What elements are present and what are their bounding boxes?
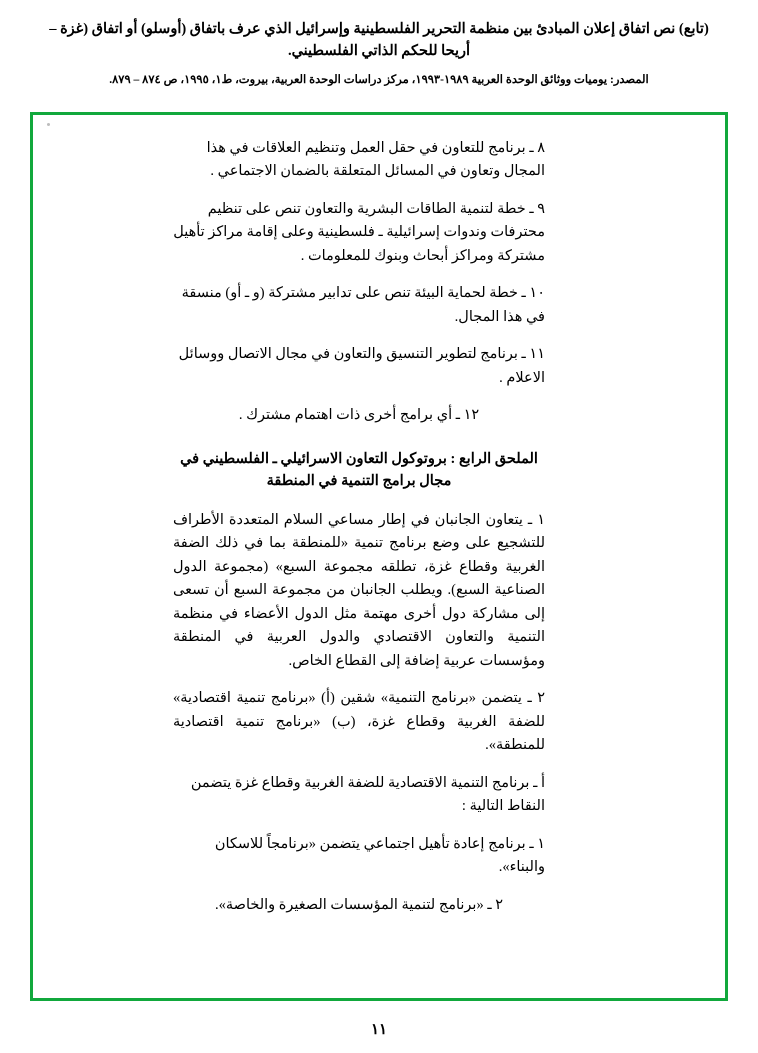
document-header (0, 0, 758, 88)
paragraph-clause-2-a: أ ـ برنامج التنمية الاقتصادية للضفة الغربية وقطاع غزة يتضمن النقاط التالية : (190, 774, 545, 815)
annex-four-heading: الملحق الرابع : بروتوكول التعاون الاسرائيلي ـ الفلسطيني في مجال برامج التنمية في المنطقة (180, 450, 538, 490)
content-frame (30, 112, 728, 1001)
paragraph-item-9: ٩ ـ خطة لتنمية الطاقات البشرية والتعاون تنص على تنظيم محترفات وندوات إسرائيلية ـ فلسطينية وعلى إقامة مراكز تأهيل مشتركة ومراكز أبحاث وبنوك للمعلومات . (173, 200, 545, 264)
source-citation: المصدر: يوميات ووثائق الوحدة العربية ١٩٨٩-١٩٩٣، مركز دراسات الوحدة العربية، بيروت، ط١، ١٩٩٥، ص ٨٧٤ – ٨٧٩. (109, 73, 649, 86)
page-title: (تابع) نص اتفاق إعلان المبادئ بين منظمة التحرير الفلسطينية وإسرائيل الذي عرف باتفاق (أوسلو) أو اتفاق (غزة – أريحا للحكم الذاتي الفلسطيني. (49, 21, 709, 60)
paragraph-item-8: ٨ ـ برنامج للتعاون في حقل العمل وتنظيم العلاقات في هذا المجال وتعاون في المسائل المتعلقة بالضمان الاجتماعي . (206, 140, 545, 180)
paragraph-clause-2-a-1: ١ ـ برنامج إعادة تأهيل اجتماعي يتضمن «برنامجاً للاسكان والبناء». (214, 835, 545, 876)
corner-dot-icon (47, 123, 50, 126)
paragraph-item-10: ١٠ ـ خطة لحماية البيئة تنص على تدابير مشتركة (و ـ أو) منسقة في هذا المجال. (181, 285, 545, 325)
paragraph-item-12: ١٢ ـ أي برامج أخرى ذات اهتمام مشترك . (238, 407, 480, 424)
paragraph-clause-1: ١ ـ يتعاون الجانبان في إطار مساعي السلام المتعددة الأطراف للتشجيع على وضع برنامج تنمية «للمنطقة بما في ذلك الضفة الغربية وقطاع غزة، تطلقه مجموعة السبع» (مجموعة الدول الصناعية السبع). ويطلب الجانبان من مجموعة السبع أن تسعى إلى مشاركة دول أخرى مهتمة مثل الدول الأعضاء في منظمة التنمية والتعاون الاقتصادي والدول العربية في المنطقة ومؤسسات عربية إضافة إلى القطاع الخاص. (173, 511, 545, 669)
page-number: ١١ (370, 1022, 388, 1038)
paragraph-item-11: ١١ ـ برنامج لتطوير التنسيق والتعاون في مجال الاتصال ووسائل الاعلام . (178, 346, 545, 386)
paragraph-clause-2: ٢ ـ يتضمن «برنامج التنمية» شقين (أ) «برنامج تنمية اقتصادية» للضفة الغربية وقطاع غزة، (ب) «برنامج تنمية اقتصادية للمنطقة». (173, 690, 545, 754)
paragraph-clause-2-a-2: ٢ ـ «برنامج لتنمية المؤسسات الصغيرة والخاصة». (214, 896, 503, 913)
document-body (33, 115, 725, 937)
